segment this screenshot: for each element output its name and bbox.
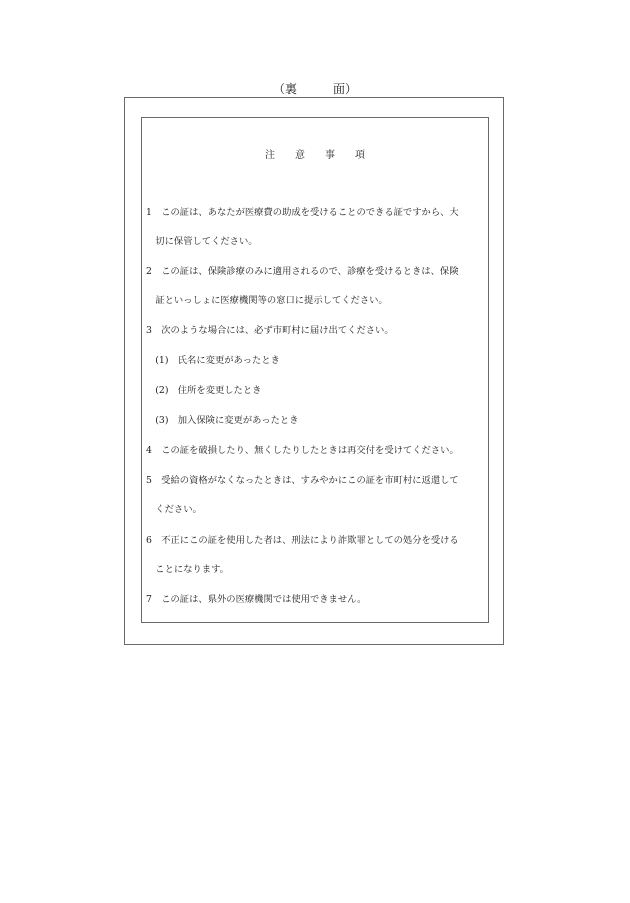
notes-heading: 注 意 事 項 (265, 150, 365, 161)
page-side-label: （裏 面） (272, 82, 357, 96)
note-line: ください。 (146, 504, 202, 515)
inner-frame (141, 117, 489, 623)
note-line: 6 不正にこの証を使用した者は、刑法により詐欺罪としての処分を受ける (146, 535, 459, 546)
note-line: 3 次のような場合には、必ず市町村に届け出てください。 (146, 325, 394, 336)
note-line: 2 この証は、保険診療のみに適用されるので、診療を受けるときは、保険 (146, 266, 459, 277)
note-line: 5 受給の資格がなくなったときは、すみやかにこの証を市町村に返還して (146, 475, 459, 486)
note-line: 1 この証は、あなたが医療費の助成を受けることのできる証ですから、大 (146, 207, 459, 218)
note-line: (3) 加入保険に変更があったとき (146, 415, 299, 426)
note-line: 切に保管してください。 (146, 236, 258, 247)
note-line: ことになります。 (146, 564, 229, 575)
note-line: 証といっしょに医療機関等の窓口に提示してください。 (146, 295, 388, 306)
note-line: 4 この証を破損したり、無くしたりしたときは再交付を受けてください。 (146, 445, 459, 456)
note-line: (1) 氏名に変更があったとき (146, 355, 280, 366)
note-line: 7 この証は、県外の医療機関では使用できません。 (146, 594, 367, 605)
note-line: (2) 住所を変更したとき (146, 385, 262, 396)
